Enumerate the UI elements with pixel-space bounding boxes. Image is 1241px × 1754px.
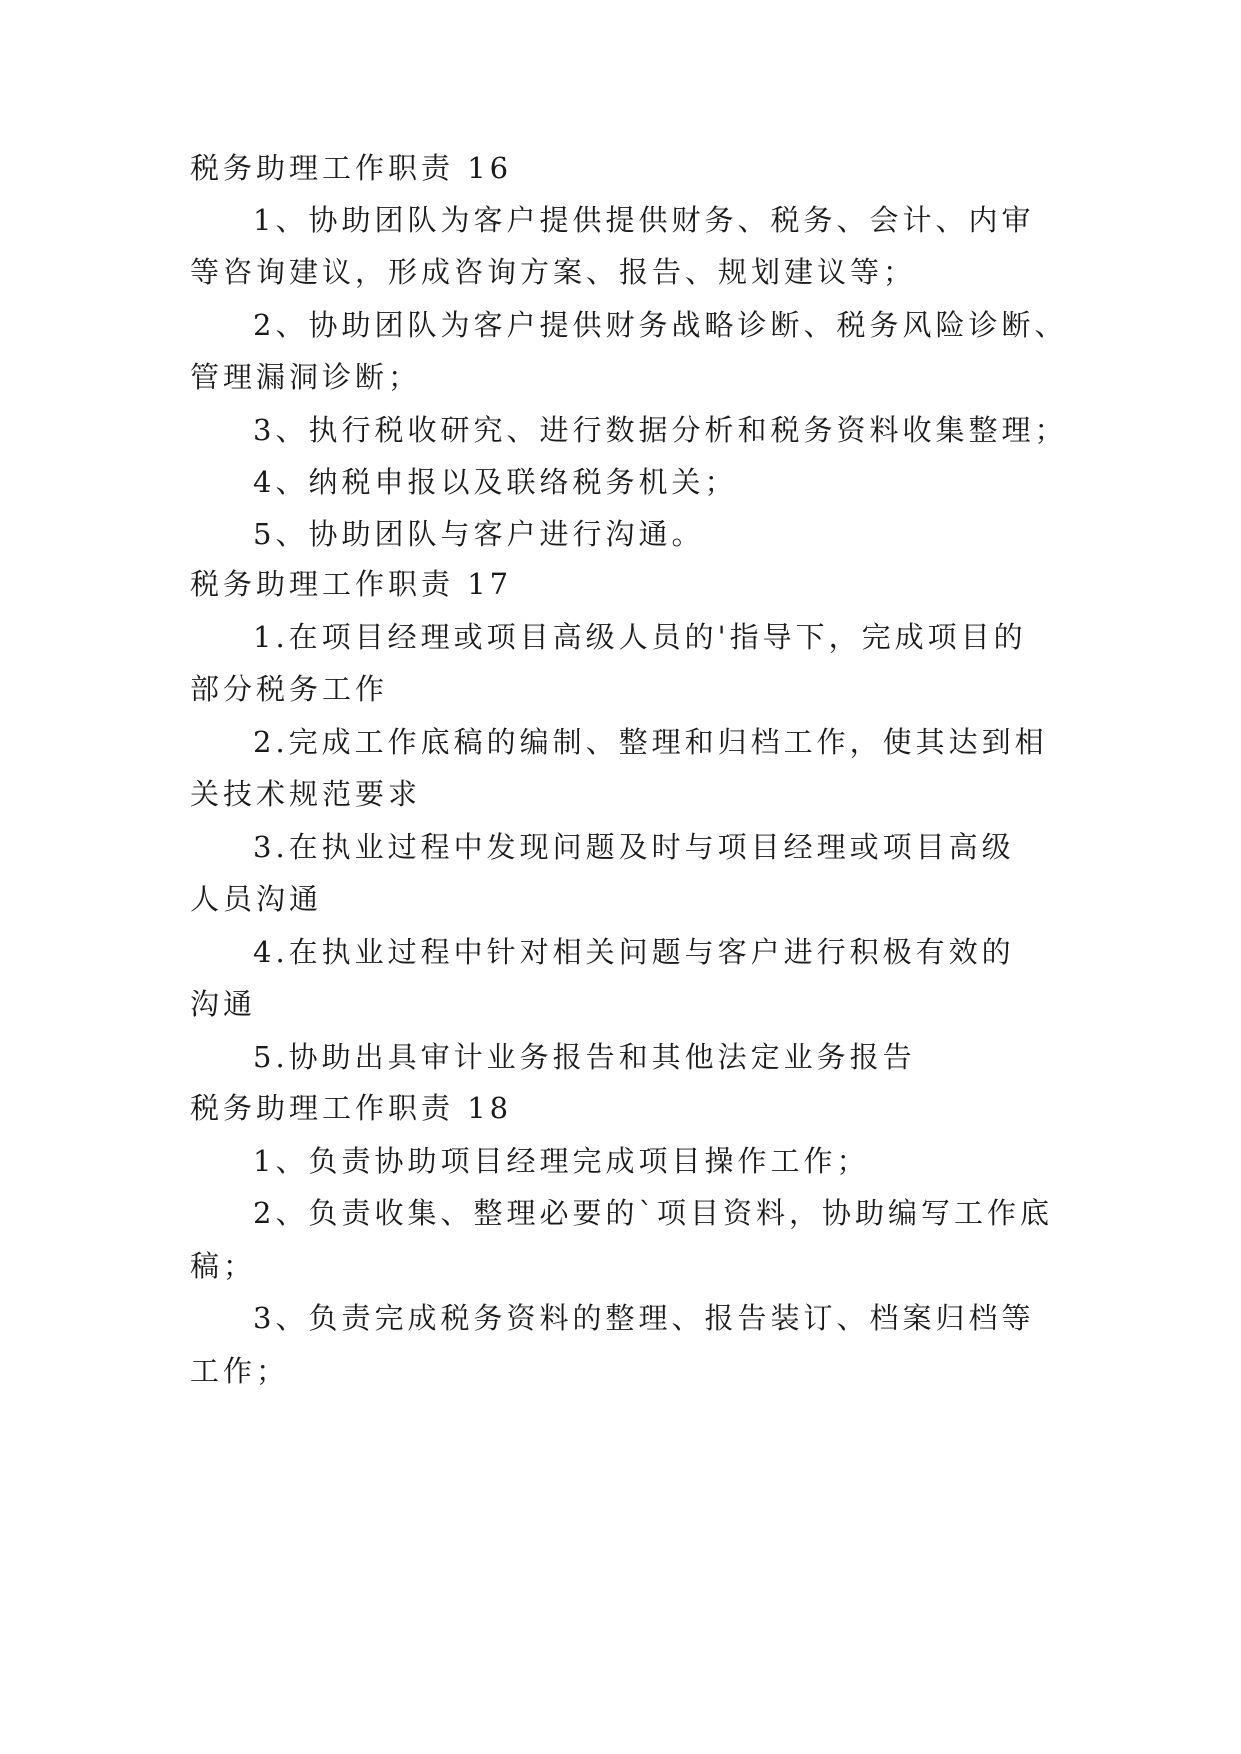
list-item: 4、纳税申报以及联络税务机关； bbox=[253, 465, 738, 499]
list-item: 2.完成工作底稿的编制、整理和归档工作，使其达到相 bbox=[253, 725, 1048, 759]
list-item: 1.在项目经理或项目高级人员的'指导下，完成项目的 bbox=[253, 620, 1027, 654]
list-item-continuation: 人员沟通 bbox=[190, 882, 323, 916]
section-heading: 税务助理工作职责 18 bbox=[190, 1091, 513, 1125]
list-item: 1、协助团队为客户提供提供财务、税务、会计、内审 bbox=[253, 203, 1035, 237]
list-item-continuation: 稿； bbox=[190, 1249, 257, 1283]
list-item: 2、协助团队为客户提供财务战略诊断、税务风险诊断、 bbox=[253, 308, 1068, 342]
section-heading: 税务助理工作职责 17 bbox=[190, 567, 513, 601]
list-item: 2、负责收集、整理必要的`项目资料，协助编写工作底 bbox=[253, 1196, 1053, 1230]
list-item: 3.在执业过程中发现问题及时与项目经理或项目高级 bbox=[253, 830, 1015, 864]
list-item: 5.协助出具审计业务报告和其他法定业务报告 bbox=[253, 1040, 916, 1074]
list-item: 3、负责完成税务资料的整理、报告装订、档案归档等 bbox=[253, 1301, 1035, 1335]
section-heading: 税务助理工作职责 16 bbox=[190, 151, 513, 185]
list-item: 5、协助团队与客户进行沟通。 bbox=[253, 517, 705, 551]
list-item-continuation: 关技术规范要求 bbox=[190, 777, 422, 811]
list-item: 3、执行税收研究、进行数据分析和税务资料收集整理； bbox=[253, 413, 1068, 447]
list-item: 4.在执业过程中针对相关问题与客户进行积极有效的 bbox=[253, 935, 1015, 969]
list-item-continuation: 管理漏洞诊断； bbox=[190, 360, 422, 394]
list-item-continuation: 部分税务工作 bbox=[190, 672, 389, 706]
list-item-continuation: 工作； bbox=[190, 1354, 290, 1388]
list-item: 1、负责协助项目经理完成项目操作工作； bbox=[253, 1144, 870, 1178]
list-item-continuation: 沟通 bbox=[190, 987, 257, 1021]
list-item-continuation: 等咨询建议，形成咨询方案、报告、规划建议等； bbox=[190, 255, 917, 289]
